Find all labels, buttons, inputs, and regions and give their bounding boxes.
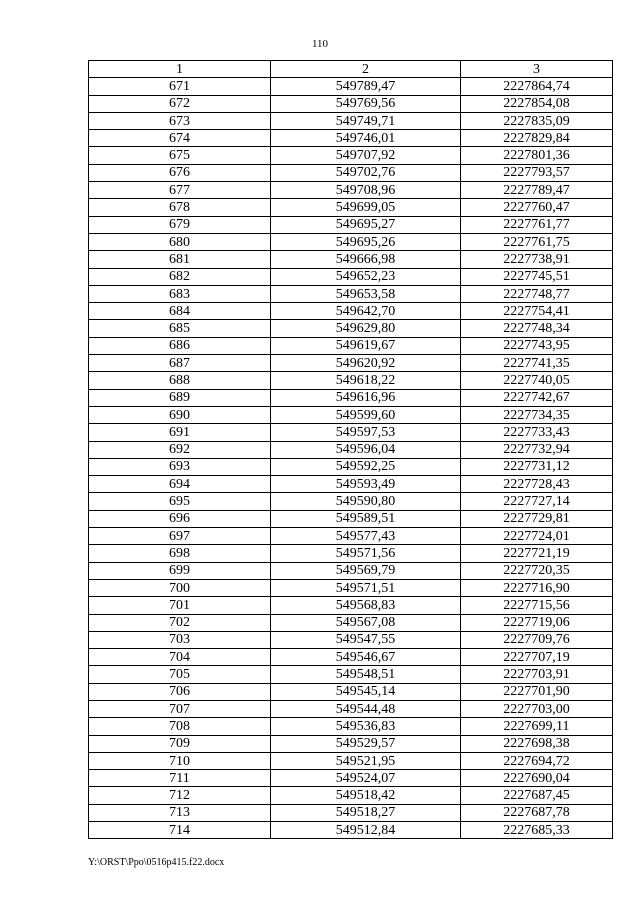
- point-number-cell: 694: [89, 476, 271, 493]
- table-row: [89, 666, 613, 683]
- x-coordinate-cell: 549590,80: [271, 493, 461, 510]
- table-row: [89, 528, 613, 545]
- table-row: [89, 372, 613, 389]
- x-coordinate-cell: 549547,55: [271, 631, 461, 648]
- y-coordinate-cell: 2227719,06: [461, 614, 613, 631]
- table-row: [89, 130, 613, 147]
- y-coordinate-cell: 2227829,84: [461, 130, 613, 147]
- y-coordinate-cell: 2227703,91: [461, 666, 613, 683]
- y-coordinate-cell: 2227733,43: [461, 424, 613, 441]
- y-coordinate-cell: 2227741,35: [461, 355, 613, 372]
- table-row: [89, 804, 613, 821]
- point-number-cell: 712: [89, 787, 271, 804]
- point-number-cell: 705: [89, 666, 271, 683]
- y-coordinate-cell: 2227745,51: [461, 268, 613, 285]
- table-row: [89, 95, 613, 112]
- table-row: [89, 787, 613, 804]
- column-header: 2: [271, 61, 461, 78]
- y-coordinate-cell: 2227701,90: [461, 683, 613, 700]
- x-coordinate-cell: 549521,95: [271, 752, 461, 769]
- point-number-cell: 692: [89, 441, 271, 458]
- table-row: [89, 355, 613, 372]
- x-coordinate-cell: 549567,08: [271, 614, 461, 631]
- point-number-cell: 672: [89, 95, 271, 112]
- x-coordinate-cell: 549699,05: [271, 199, 461, 216]
- y-coordinate-cell: 2227694,72: [461, 752, 613, 769]
- y-coordinate-cell: 2227715,56: [461, 597, 613, 614]
- x-coordinate-cell: 549571,51: [271, 579, 461, 596]
- x-coordinate-cell: 549707,92: [271, 147, 461, 164]
- x-coordinate-cell: 549545,14: [271, 683, 461, 700]
- point-number-cell: 704: [89, 649, 271, 666]
- y-coordinate-cell: 2227761,77: [461, 216, 613, 233]
- table-row: [89, 285, 613, 302]
- y-coordinate-cell: 2227721,19: [461, 545, 613, 562]
- y-coordinate-cell: 2227703,00: [461, 700, 613, 717]
- point-number-cell: 676: [89, 164, 271, 181]
- point-number-cell: 708: [89, 718, 271, 735]
- y-coordinate-cell: 2227724,01: [461, 528, 613, 545]
- point-number-cell: 701: [89, 597, 271, 614]
- y-coordinate-cell: 2227731,12: [461, 458, 613, 475]
- table-row: [89, 233, 613, 250]
- x-coordinate-cell: 549597,53: [271, 424, 461, 441]
- table-row: [89, 164, 613, 181]
- point-number-cell: 713: [89, 804, 271, 821]
- point-number-cell: 680: [89, 233, 271, 250]
- table-row: [89, 424, 613, 441]
- x-coordinate-cell: 549571,56: [271, 545, 461, 562]
- point-number-cell: 686: [89, 337, 271, 354]
- point-number-cell: 677: [89, 182, 271, 199]
- y-coordinate-cell: 2227789,47: [461, 182, 613, 199]
- table-row: [89, 78, 613, 95]
- x-coordinate-cell: 549695,27: [271, 216, 461, 233]
- point-number-cell: 684: [89, 303, 271, 320]
- table-row: [89, 718, 613, 735]
- point-number-cell: 695: [89, 493, 271, 510]
- table-header-row: [89, 61, 613, 78]
- x-coordinate-cell: 549518,27: [271, 804, 461, 821]
- y-coordinate-cell: 2227687,45: [461, 787, 613, 804]
- table-row: [89, 597, 613, 614]
- x-coordinate-cell: 549593,49: [271, 476, 461, 493]
- x-coordinate-cell: 549629,80: [271, 320, 461, 337]
- point-number-cell: 696: [89, 510, 271, 527]
- x-coordinate-cell: 549599,60: [271, 406, 461, 423]
- x-coordinate-cell: 549619,67: [271, 337, 461, 354]
- y-coordinate-cell: 2227728,43: [461, 476, 613, 493]
- x-coordinate-cell: 549652,23: [271, 268, 461, 285]
- point-number-cell: 711: [89, 770, 271, 787]
- y-coordinate-cell: 2227793,57: [461, 164, 613, 181]
- table-row: [89, 579, 613, 596]
- x-coordinate-cell: 549536,83: [271, 718, 461, 735]
- point-number-cell: 699: [89, 562, 271, 579]
- x-coordinate-cell: 549544,48: [271, 700, 461, 717]
- y-coordinate-cell: 2227699,11: [461, 718, 613, 735]
- point-number-cell: 685: [89, 320, 271, 337]
- page-number: 110: [311, 38, 329, 50]
- point-number-cell: 675: [89, 147, 271, 164]
- x-coordinate-cell: 549589,51: [271, 510, 461, 527]
- table-row: [89, 735, 613, 752]
- x-coordinate-cell: 549769,56: [271, 95, 461, 112]
- y-coordinate-cell: 2227761,75: [461, 233, 613, 250]
- y-coordinate-cell: 2227740,05: [461, 372, 613, 389]
- point-number-cell: 687: [89, 355, 271, 372]
- point-number-cell: 714: [89, 822, 271, 839]
- point-number-cell: 702: [89, 614, 271, 631]
- point-number-cell: 698: [89, 545, 271, 562]
- table-row: [89, 268, 613, 285]
- x-coordinate-cell: 549708,96: [271, 182, 461, 199]
- point-number-cell: 710: [89, 752, 271, 769]
- table-row: [89, 752, 613, 769]
- point-number-cell: 706: [89, 683, 271, 700]
- table-body: [89, 78, 613, 839]
- coordinates-table: [88, 60, 613, 839]
- x-coordinate-cell: 549548,51: [271, 666, 461, 683]
- y-coordinate-cell: 2227835,09: [461, 112, 613, 129]
- point-number-cell: 697: [89, 528, 271, 545]
- table-row: [89, 337, 613, 354]
- point-number-cell: 707: [89, 700, 271, 717]
- point-number-cell: 688: [89, 372, 271, 389]
- y-coordinate-cell: 2227687,78: [461, 804, 613, 821]
- x-coordinate-cell: 549568,83: [271, 597, 461, 614]
- point-number-cell: 693: [89, 458, 271, 475]
- x-coordinate-cell: 549653,58: [271, 285, 461, 302]
- table-row: [89, 683, 613, 700]
- y-coordinate-cell: 2227854,08: [461, 95, 613, 112]
- table-row: [89, 822, 613, 839]
- y-coordinate-cell: 2227732,94: [461, 441, 613, 458]
- x-coordinate-cell: 549569,79: [271, 562, 461, 579]
- table-row: [89, 147, 613, 164]
- table-row: [89, 458, 613, 475]
- x-coordinate-cell: 549616,96: [271, 389, 461, 406]
- x-coordinate-cell: 549746,01: [271, 130, 461, 147]
- x-coordinate-cell: 549695,26: [271, 233, 461, 250]
- point-number-cell: 679: [89, 216, 271, 233]
- y-coordinate-cell: 2227690,04: [461, 770, 613, 787]
- y-coordinate-cell: 2227748,34: [461, 320, 613, 337]
- y-coordinate-cell: 2227743,95: [461, 337, 613, 354]
- table-row: [89, 700, 613, 717]
- table-row: [89, 631, 613, 648]
- table-row: [89, 199, 613, 216]
- point-number-cell: 678: [89, 199, 271, 216]
- y-coordinate-cell: 2227698,38: [461, 735, 613, 752]
- column-header: 1: [89, 61, 271, 78]
- x-coordinate-cell: 549546,67: [271, 649, 461, 666]
- x-coordinate-cell: 549577,43: [271, 528, 461, 545]
- table-row: [89, 614, 613, 631]
- x-coordinate-cell: 549524,07: [271, 770, 461, 787]
- point-number-cell: 690: [89, 406, 271, 423]
- point-number-cell: 709: [89, 735, 271, 752]
- x-coordinate-cell: 549789,47: [271, 78, 461, 95]
- table-row: [89, 112, 613, 129]
- table-row: [89, 770, 613, 787]
- x-coordinate-cell: 549618,22: [271, 372, 461, 389]
- x-coordinate-cell: 549512,84: [271, 822, 461, 839]
- y-coordinate-cell: 2227738,91: [461, 251, 613, 268]
- table-row: [89, 545, 613, 562]
- point-number-cell: 683: [89, 285, 271, 302]
- y-coordinate-cell: 2227729,81: [461, 510, 613, 527]
- x-coordinate-cell: 549642,70: [271, 303, 461, 320]
- table-row: [89, 406, 613, 423]
- x-coordinate-cell: 549702,76: [271, 164, 461, 181]
- table-row: [89, 389, 613, 406]
- table-row: [89, 441, 613, 458]
- x-coordinate-cell: 549749,71: [271, 112, 461, 129]
- point-number-cell: 691: [89, 424, 271, 441]
- y-coordinate-cell: 2227727,14: [461, 493, 613, 510]
- table-row: [89, 562, 613, 579]
- table-row: [89, 493, 613, 510]
- point-number-cell: 700: [89, 579, 271, 596]
- point-number-cell: 681: [89, 251, 271, 268]
- y-coordinate-cell: 2227720,35: [461, 562, 613, 579]
- y-coordinate-cell: 2227707,19: [461, 649, 613, 666]
- point-number-cell: 682: [89, 268, 271, 285]
- point-number-cell: 689: [89, 389, 271, 406]
- table-row: [89, 476, 613, 493]
- x-coordinate-cell: 549529,57: [271, 735, 461, 752]
- table-row: [89, 216, 613, 233]
- y-coordinate-cell: 2227716,90: [461, 579, 613, 596]
- y-coordinate-cell: 2227801,36: [461, 147, 613, 164]
- y-coordinate-cell: 2227709,76: [461, 631, 613, 648]
- x-coordinate-cell: 549518,42: [271, 787, 461, 804]
- x-coordinate-cell: 549596,04: [271, 441, 461, 458]
- x-coordinate-cell: 549620,92: [271, 355, 461, 372]
- table-row: [89, 510, 613, 527]
- y-coordinate-cell: 2227864,74: [461, 78, 613, 95]
- table-row: [89, 303, 613, 320]
- table-row: [89, 182, 613, 199]
- footer-file-path: Y:\ORST\Ppo\0516p415.f22.docx: [88, 857, 225, 868]
- y-coordinate-cell: 2227760,47: [461, 199, 613, 216]
- table-row: [89, 320, 613, 337]
- point-number-cell: 703: [89, 631, 271, 648]
- table-row: [89, 251, 613, 268]
- y-coordinate-cell: 2227748,77: [461, 285, 613, 302]
- y-coordinate-cell: 2227754,41: [461, 303, 613, 320]
- point-number-cell: 674: [89, 130, 271, 147]
- x-coordinate-cell: 549666,98: [271, 251, 461, 268]
- table-row: [89, 649, 613, 666]
- point-number-cell: 673: [89, 112, 271, 129]
- x-coordinate-cell: 549592,25: [271, 458, 461, 475]
- y-coordinate-cell: 2227742,67: [461, 389, 613, 406]
- point-number-cell: 671: [89, 78, 271, 95]
- y-coordinate-cell: 2227685,33: [461, 822, 613, 839]
- column-header: 3: [461, 61, 613, 78]
- y-coordinate-cell: 2227734,35: [461, 406, 613, 423]
